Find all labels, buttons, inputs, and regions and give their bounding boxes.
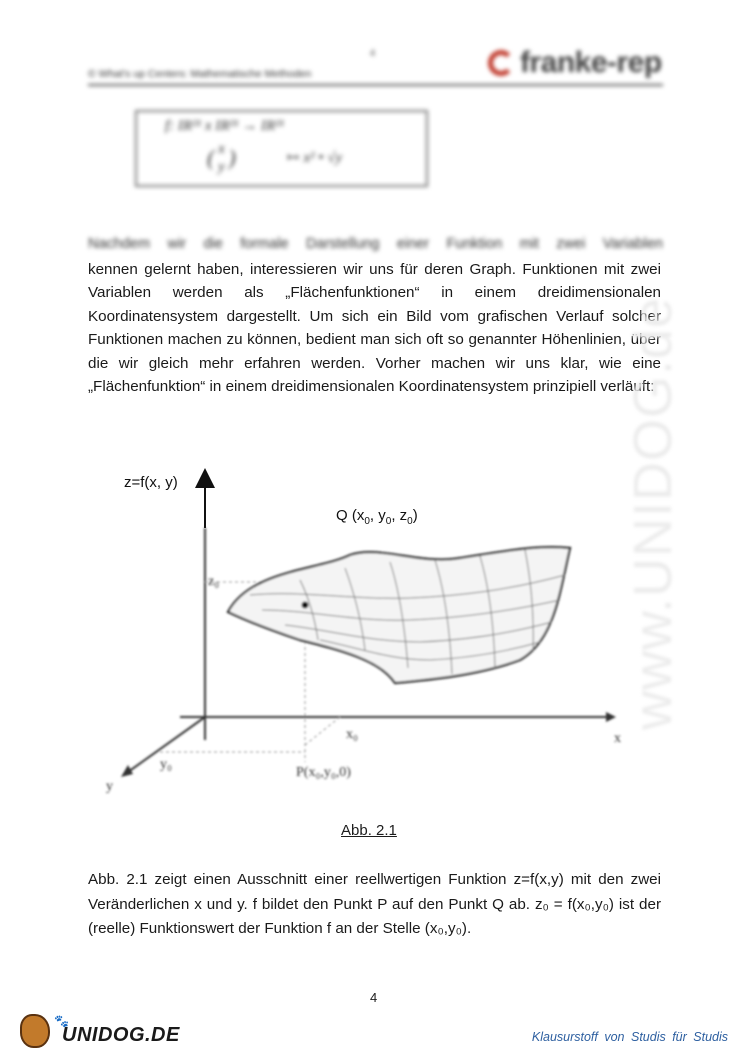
unidog-logo[interactable] <box>20 1014 180 1054</box>
unidog-logo-text: UNIDOG.DE <box>62 1024 180 1046</box>
watermark: www.UNIDOG.de <box>623 296 683 730</box>
y-axis-arrowhead <box>121 765 133 777</box>
point-q-marker <box>302 602 309 609</box>
formula-mapping: f: IR²¹ x IR²¹ → IR²¹ <box>165 118 285 134</box>
explanation-paragraph: Abb. 2.1 zeigt einen Ausschnitt einer reellwertigen Funktion z=f(x,y) mit den zwei Veränderlichen x und y. f bildet den Punkt P auf den Punkt Q ab. z₀ = f(x₀,y₀) ist der (reelle) Funktionswert der Funktion f an der Stelle (x₀,y₀). <box>88 871 661 937</box>
z0-label: z₀ <box>208 574 220 589</box>
formula-vector-y: y <box>218 159 225 175</box>
x-axis-arrowhead <box>606 712 616 722</box>
intro-paragraph: kennen gelernt haben, interessieren wir uns für deren Graph. Funktionen mit zwei Variablen werden als „Flächenfunktionen“ in einem dreidimensionalen Koordinatensystem dargestellt. Um sich ein Bild vom grafischen Verlauf solcher Funktionen machen zu können, bedient man sich oft so genannter Höhenlinien, über die wir gleich mehr erfahren werden. Vorher machen wir uns klar, wie eine „Flächenfunktion“ in einem dreidimensionalen Koordinatensystem prinzipiell verläuft: <box>88 261 661 396</box>
surface-outline <box>228 547 570 683</box>
header-breadcrumb: © What's up Centers: Mathematische Methoden <box>88 68 312 80</box>
logo-text: franke-rep <box>520 46 662 79</box>
top-page-marker: 4 <box>370 48 376 58</box>
paw-icon: 🐾 <box>54 1014 69 1028</box>
y-axis-label: y <box>106 779 113 794</box>
figure-caption: Abb. 2.1 <box>341 822 397 839</box>
y0-label: y₀ <box>160 757 172 772</box>
x0-label: x₀ <box>346 727 358 742</box>
x-axis-label: x <box>614 731 621 746</box>
dog-mascot-icon <box>20 1014 50 1048</box>
point-p-label: P(x₀,y₀,0) <box>296 765 351 780</box>
formula-maps-to: ↦ x² • √y <box>287 150 343 166</box>
formula-vector: ( x y ) <box>207 141 236 175</box>
page-number: 4 <box>370 990 378 1005</box>
z-axis-label: z=f(x, y) <box>124 474 178 491</box>
blurred-figure-part <box>121 528 616 777</box>
blurred-text-line: Nachdem wir die formale Darstellung einer Funktion mit zwei Variablen <box>88 236 663 252</box>
formula-vector-x: x <box>218 141 225 157</box>
point-q-label: Q ($x_0$, $y_0$, $z_0$) <box>336 507 418 527</box>
guide-x0 <box>305 717 340 745</box>
footer-tagline: Klausurstoff von Studis für Studis <box>531 1030 728 1044</box>
